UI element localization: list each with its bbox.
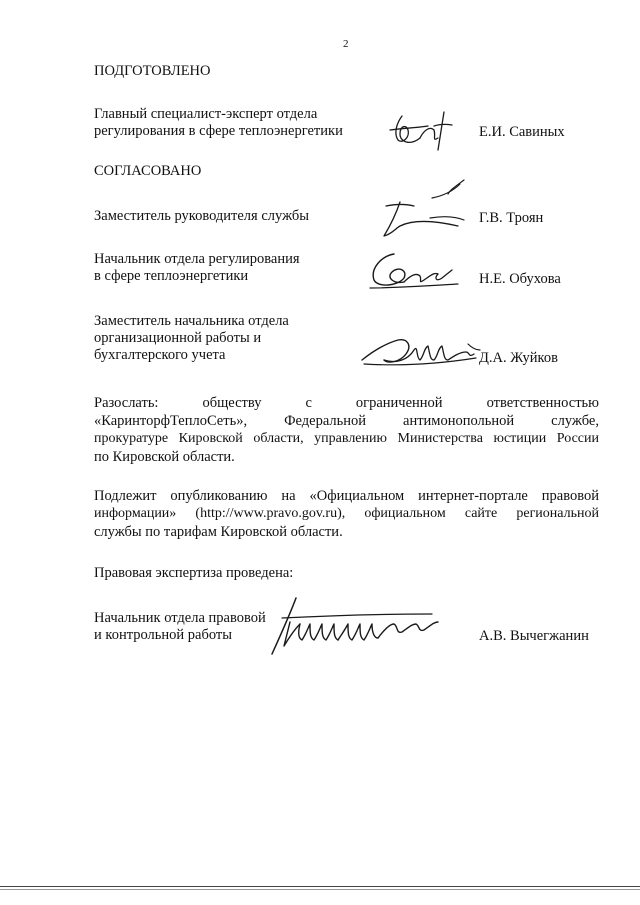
agreed-signer-3-position-line-2: организационной работы и xyxy=(94,330,262,346)
scan-edge-line xyxy=(0,886,640,887)
prepared-position-line-2: регулирования в сфере теплоэнергетики xyxy=(94,123,343,139)
signature-savinykh xyxy=(380,108,460,158)
prepared-signer-name: Е.И. Савиных xyxy=(479,124,565,140)
agreed-heading: СОГЛАСОВАНО xyxy=(94,163,202,179)
prepared-heading: ПОДГОТОВЛЕНО xyxy=(94,63,211,79)
distribution-line-1: Разослать: обществу с ограниченной ответственностью xyxy=(94,395,599,411)
agreed-signer-2-name: Н.Е. Обухова xyxy=(479,271,561,287)
publication-paragraph xyxy=(94,487,599,541)
publication-line-1: Подлежит опубликованию на «Официальном интернет-портале правовой xyxy=(94,488,599,504)
legal-review-position-line-1: Начальник отдела правовой xyxy=(94,610,266,626)
legal-review-position-line-2: и контрольной работы xyxy=(94,627,232,643)
legal-review-note: Правовая экспертиза проведена: xyxy=(94,565,294,581)
signature-troyan xyxy=(372,176,472,246)
agreed-signer-3-position-line-1: Заместитель начальника отдела xyxy=(94,313,289,329)
distribution-line-2: «КаринторфТеплоСеть», Федеральной антимонопольной службе, xyxy=(94,413,599,429)
publication-line-3: службы по тарифам Кировской области. xyxy=(94,524,343,540)
prepared-position-line-1: Главный специалист-эксперт отдела xyxy=(94,106,318,122)
agreed-signer-2-position-line-1: Начальник отдела регулирования xyxy=(94,251,300,267)
agreed-signer-3-position-line-3: бухгалтерского учета xyxy=(94,347,226,363)
agreed-signer-1-name: Г.В. Троян xyxy=(479,210,544,226)
legal-review-signer-name: А.В. Вычегжанин xyxy=(479,628,589,644)
distribution-line-4: по Кировской области. xyxy=(94,449,235,465)
publication-line-2: информации» (http://www.pravo.gov.ru), официальном сайте региональной xyxy=(94,506,599,521)
agreed-signer-2-position-line-2: в сфере теплоэнергетики xyxy=(94,268,249,284)
signature-obukhova xyxy=(364,244,464,296)
distribution-line-3: прокуратуре Кировской области, управлению Министерства юстиции России xyxy=(94,431,599,446)
agreed-signer-1-position: Заместитель руководителя службы xyxy=(94,208,310,224)
scan-edge-line xyxy=(0,889,640,890)
distribution-paragraph xyxy=(94,394,599,466)
signature-vychegzhanin xyxy=(262,596,442,658)
page-number: 2 xyxy=(343,38,349,50)
signature-zhuykov xyxy=(358,330,482,374)
agreed-signer-3-name: Д.А. Жуйков xyxy=(479,350,558,366)
